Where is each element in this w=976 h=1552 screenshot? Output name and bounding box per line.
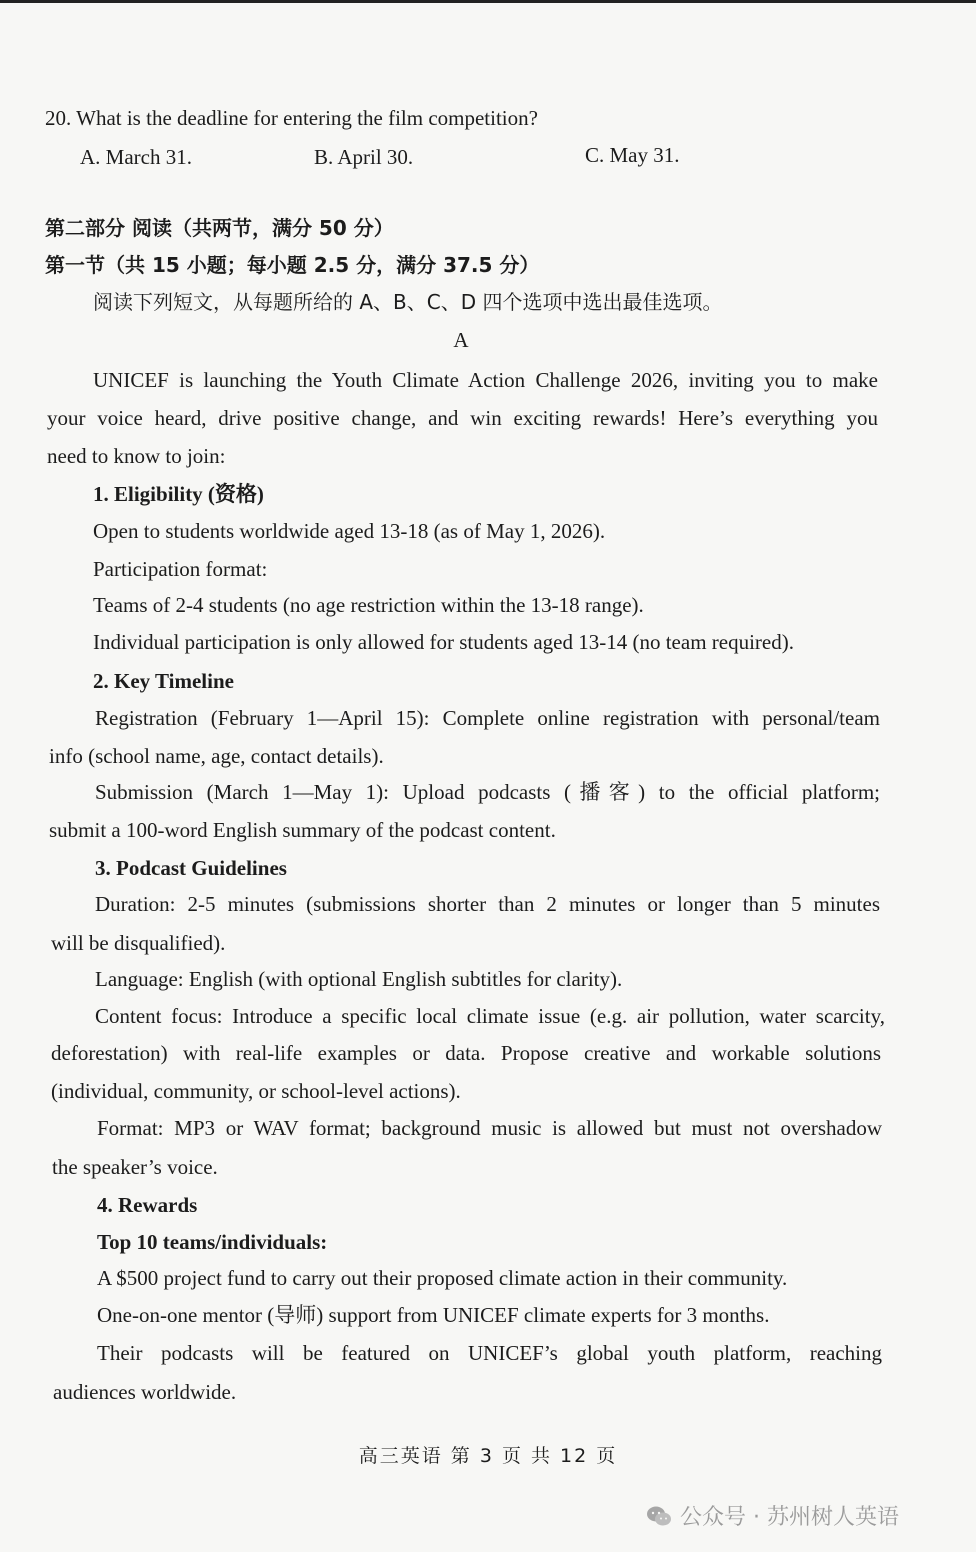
- intro-line-1: UNICEF is launching the Youth Climate Action Challenge 2026, inviting you to make: [93, 368, 878, 392]
- option-a: A. March 31.: [80, 145, 192, 169]
- guidelines-line-2: will be disqualified).: [51, 931, 226, 955]
- wechat-watermark: [646, 1500, 899, 1531]
- timeline-heading: 2. Key Timeline: [93, 669, 234, 693]
- page-footer: 高三英语 第 3 页 共 12 页: [358, 1445, 618, 1467]
- eligibility-line-4: Individual participation is only allowed for students aged 13-14 (no team required).: [93, 630, 794, 654]
- option-b: B. April 30.: [314, 145, 414, 169]
- reading-instruction: 阅读下列短文，从每题所给的 A、B、C、D 四个选项中选出最佳选项。: [93, 290, 723, 314]
- rewards-line-2: One-on-one mentor (导师) support from UNICEF climate experts for 3 months.: [97, 1303, 770, 1327]
- intro-line-2: your voice heard, drive positive change, and win exciting rewards! Here’s everything you: [47, 406, 878, 430]
- timeline-line-1: Registration (February 1—April 15): Complete online registration with personal/team: [95, 706, 880, 730]
- eligibility-line-3: Teams of 2-4 students (no age restriction within the 13-18 range).: [93, 593, 644, 617]
- part-two-heading: 第二部分 阅读（共两节，满分 50 分）: [45, 216, 394, 240]
- timeline-line-2: info (school name, age, contact details).: [49, 744, 384, 768]
- timeline-line-3: Submission (March 1—May 1): Upload podcasts (播客) to the official platform;: [95, 780, 880, 804]
- eligibility-line-2: Participation format:: [93, 557, 268, 581]
- guidelines-line-7: Format: MP3 or WAV format; background music is allowed but must not overshadow: [97, 1116, 882, 1140]
- guidelines-line-4: Content focus: Introduce a specific local climate issue (e.g. air pollution, water scarcity,: [95, 1004, 885, 1028]
- guidelines-line-5: deforestation) with real-life examples or data. Propose creative and workable solutions: [51, 1041, 881, 1065]
- rewards-line-1: A $500 project fund to carry out their proposed climate action in their community.: [97, 1266, 788, 1290]
- eligibility-heading: 1. Eligibility (资格): [93, 482, 264, 506]
- watermark-text: 公众号 · 苏州树人英语: [680, 1505, 899, 1530]
- section-one-heading: 第一节（共 15 小题；每小题 2.5 分，满分 37.5 分）: [45, 253, 540, 277]
- guidelines-heading: 3. Podcast Guidelines: [95, 856, 287, 880]
- intro-line-3: need to know to join:: [47, 444, 226, 468]
- timeline-line-4: submit a 100-word English summary of the podcast content.: [49, 818, 556, 842]
- rewards-subheading: Top 10 teams/individuals:: [97, 1230, 328, 1254]
- guidelines-line-6: (individual, community, or school-level actions).: [51, 1079, 461, 1103]
- guidelines-line-1: Duration: 2-5 minutes (submissions shorter than 2 minutes or longer than 5 minutes: [95, 892, 880, 916]
- eligibility-line-1: Open to students worldwide aged 13-18 (as of May 1, 2026).: [93, 519, 606, 543]
- guidelines-line-8: the speaker’s voice.: [52, 1155, 218, 1179]
- guidelines-line-3: Language: English (with optional English subtitles for clarity).: [95, 967, 623, 991]
- passage-label: A: [453, 328, 469, 352]
- rewards-line-4: audiences worldwide.: [53, 1380, 237, 1404]
- option-c: C. May 31.: [585, 143, 680, 167]
- question-20-stem: 20. What is the deadline for entering the film competition?: [45, 106, 538, 130]
- rewards-line-3: Their podcasts will be featured on UNICEF’s global youth platform, reaching: [97, 1341, 882, 1365]
- rewards-heading: 4. Rewards: [97, 1193, 198, 1217]
- wechat-icon: [646, 1505, 672, 1527]
